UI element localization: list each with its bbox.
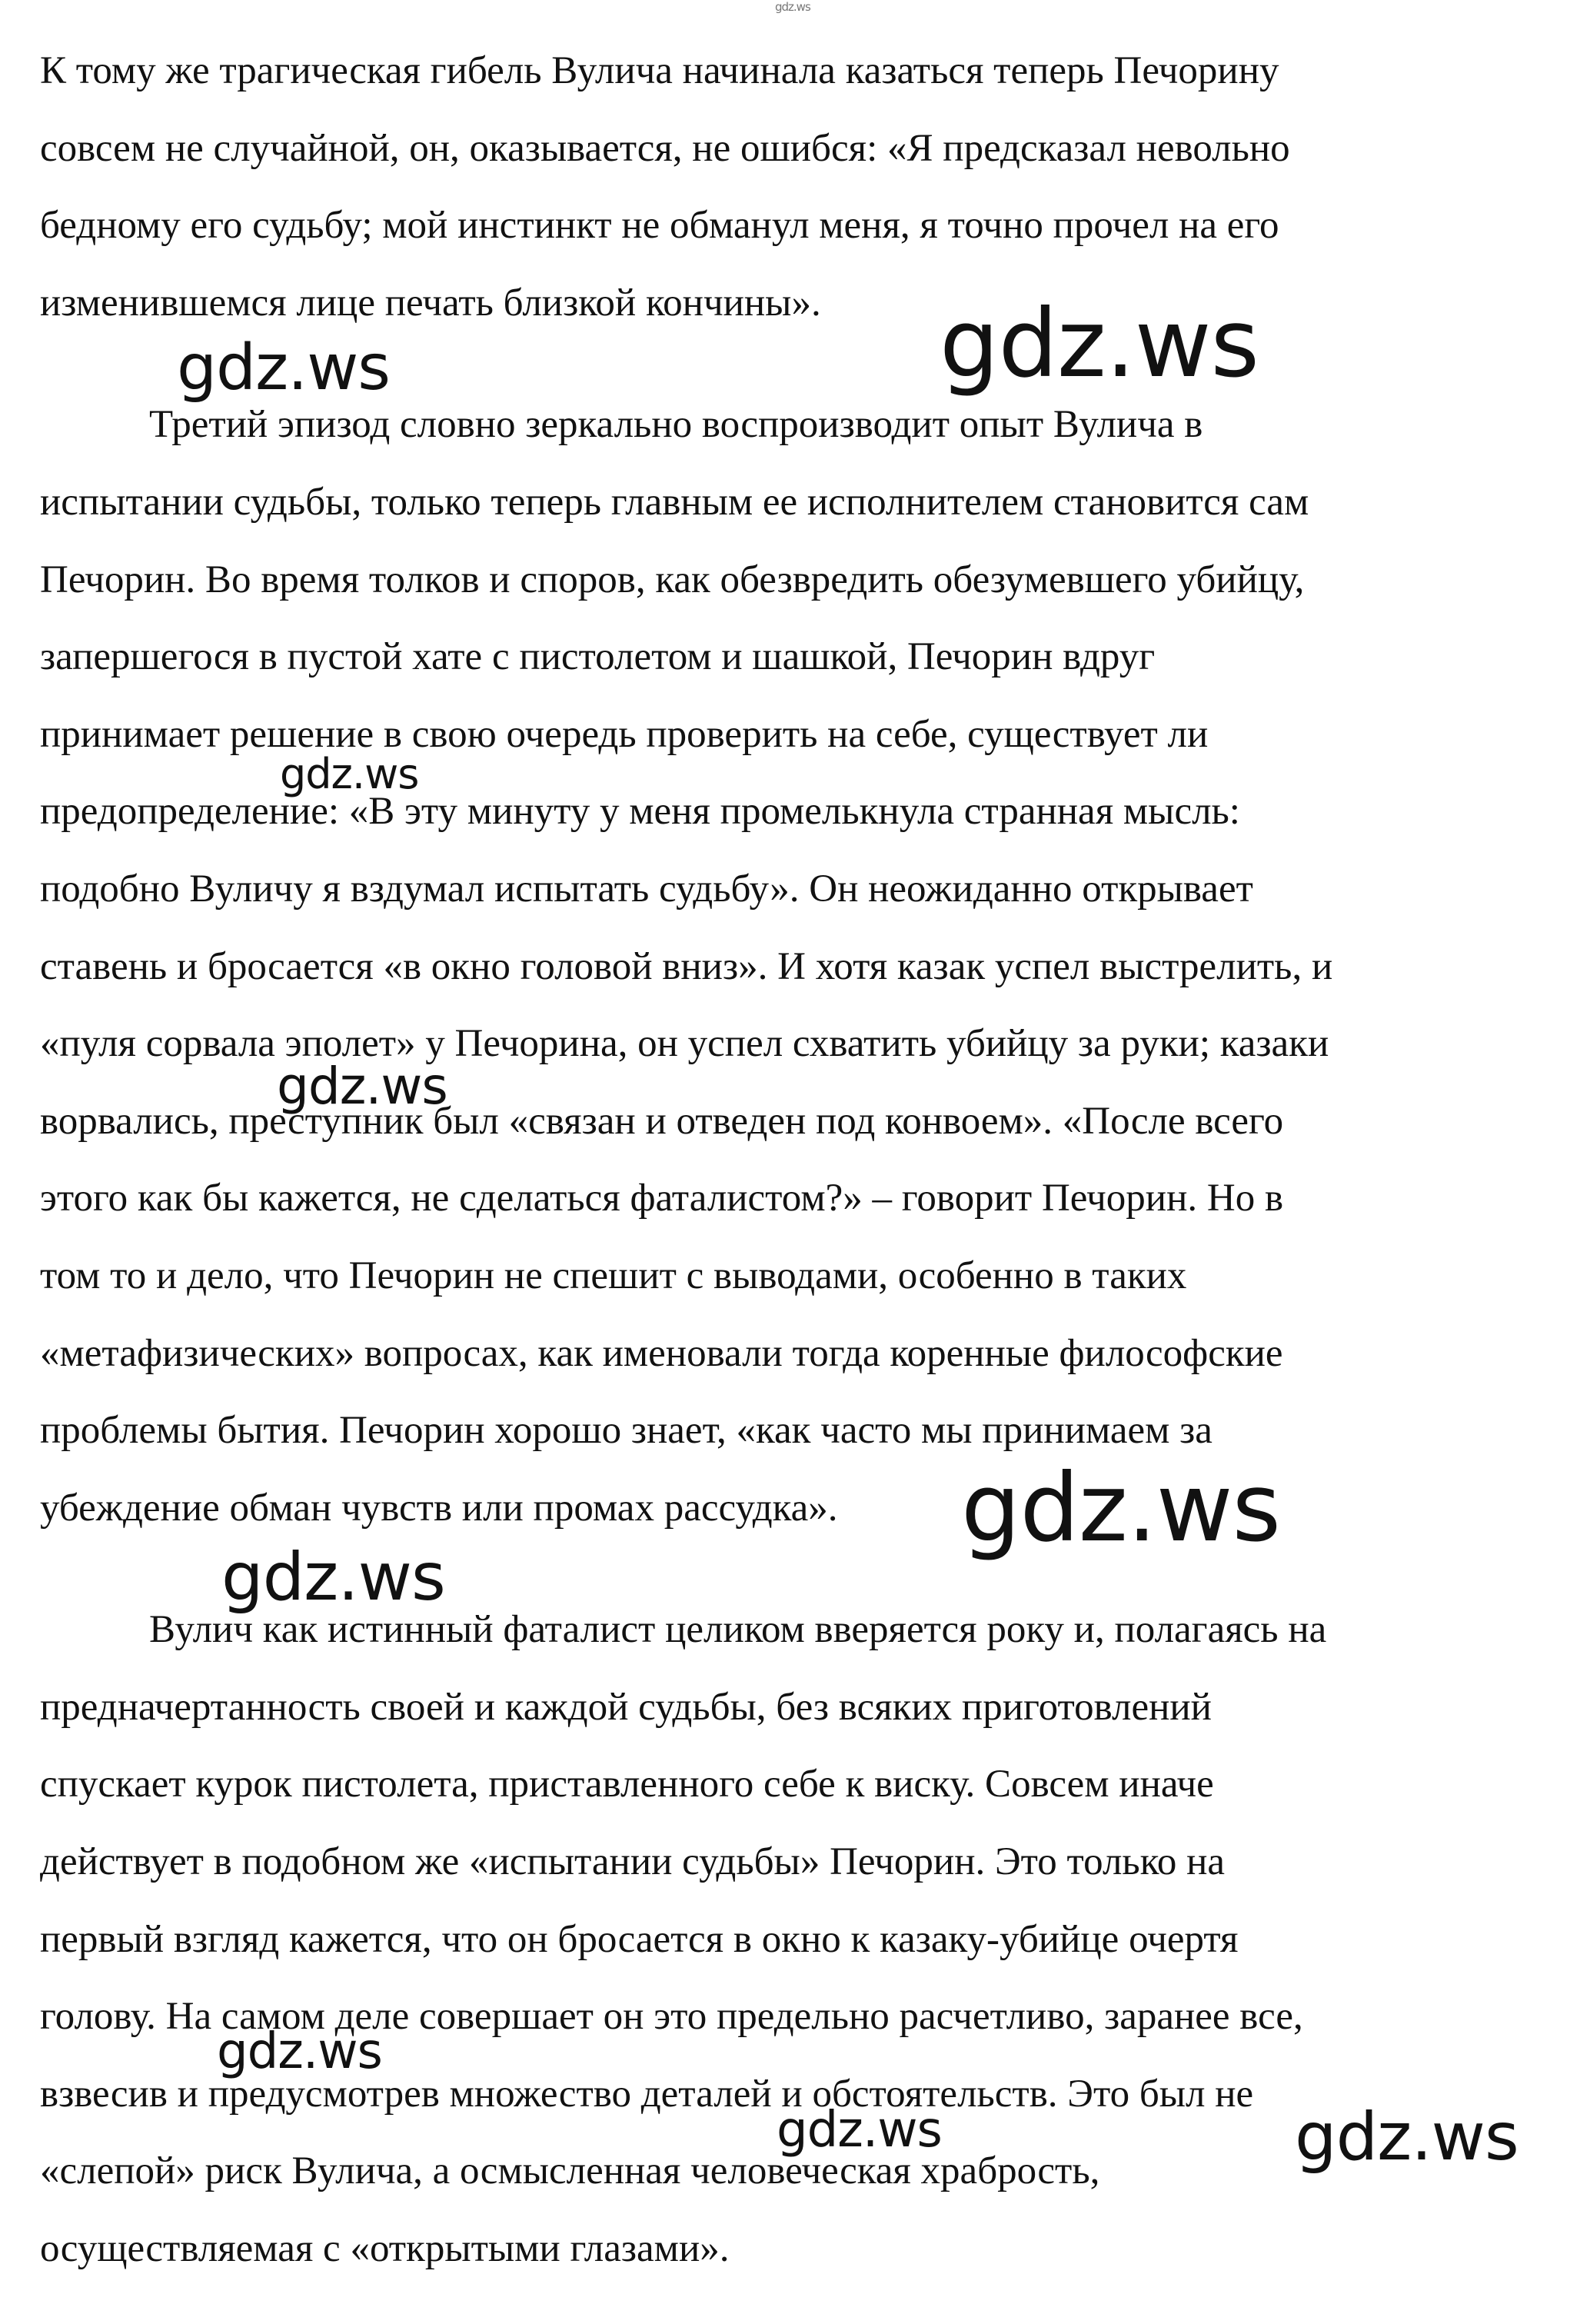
text-line: «пуля сорвала эполет» у Печорина, он успел схватить убийцу за руки; казаки <box>40 1022 1329 1066</box>
watermark: gdz.ws <box>177 331 390 405</box>
text-line: голову. На самом деле совершает он это предельно расчетливо, заранее все, <box>40 1995 1303 2039</box>
text-line: предопределение: «В эту минуту у меня промелькнула странная мысль: <box>40 790 1240 834</box>
text-line: действует в подобном же «испытании судьбы» Печорин. Это только на <box>40 1840 1226 1884</box>
watermark-small: gdz.ws <box>775 0 810 14</box>
watermark-large: gdz.ws <box>940 289 1259 398</box>
text-line: предначертанность своей и каждой судьбы, без всяких приготовлений <box>40 1685 1212 1729</box>
text-line: проблемы бытия. Печорин хорошо знает, «как часто мы принимаем за <box>40 1409 1212 1453</box>
paragraph-1 <box>40 32 1547 341</box>
watermark: gdz.ws <box>1295 2099 1518 2176</box>
text-line: испытании судьбы, только теперь главным ее исполнителем становится сам <box>40 480 1309 524</box>
text-line: К тому же трагическая гибель Вулича начинала казаться теперь Печорину <box>40 49 1279 92</box>
text-line: Вулич как истинный фаталист целиком вверяется року и, полагаясь на <box>149 1608 1327 1652</box>
text-line: убеждение обман чувств или промах рассудка». <box>40 1486 838 1530</box>
text-line: бедному его судьбу; мой инстинкт не обманул меня, я точно прочел на его <box>40 204 1279 248</box>
text-line: изменившемся лице печать близкой кончины». <box>40 281 821 325</box>
text-line: осуществляемая с «открытыми глазами». <box>40 2227 730 2271</box>
text-line: принимает решение в свою очередь проверить на себе, существует ли <box>40 712 1209 756</box>
watermark: gdz.ws <box>277 1057 447 1116</box>
watermark: gdz.ws <box>217 2023 382 2080</box>
text-line: запершегося в пустой хате с пистолетом и шашкой, Печорин вдруг <box>40 635 1156 679</box>
text-line: подобно Вуличу я вздумал испытать судьбу». Он неожиданно открывает <box>40 867 1253 911</box>
text-line: Печорин. Во время толков и споров, как обезвредить обезумевшего убийцу, <box>40 558 1305 601</box>
text-line: взвесив и предусмотрев множество деталей и обстоятельств. Это был не <box>40 2072 1254 2116</box>
text-line: «метафизических» вопросах, как именовали тогда коренные философские <box>40 1331 1283 1375</box>
text-line: ставень и бросается «в окно головой вниз». И хотя казак успел выстрелить, и <box>40 944 1333 988</box>
text-line: первый взгляд кажется, что он бросается в окно к казаку-убийце очертя <box>40 1917 1239 1961</box>
text-line: этого как бы кажется, не сделаться фаталистом?» – говорит Печорин. Но в <box>40 1177 1284 1220</box>
watermark: gdz.ws <box>777 2102 942 2159</box>
text-line: «слепой» риск Вулича, а осмысленная человеческая храбрость, <box>40 2149 1100 2193</box>
text-line: Третий эпизод словно зеркально воспроизводит опыт Вулича в <box>149 403 1203 447</box>
text-line: том то и дело, что Печорин не спешит с выводами, особенно в таких <box>40 1254 1187 1297</box>
text-line: ворвались, преступник был «связан и отведен под конвоем». «После всего <box>40 1099 1284 1143</box>
text-line: совсем не случайной, он, оказывается, не ошибся: «Я предсказал невольно <box>40 126 1290 170</box>
paragraph-2 <box>40 386 1547 1547</box>
paragraph-3 <box>40 1591 1547 2287</box>
watermark: gdz.ws <box>280 750 419 798</box>
text-line: спускает курок пистолета, приставленного себе к виску. Совсем иначе <box>40 1763 1214 1806</box>
watermark-large: gdz.ws <box>961 1453 1281 1563</box>
watermark: gdz.ws <box>221 1539 445 1616</box>
